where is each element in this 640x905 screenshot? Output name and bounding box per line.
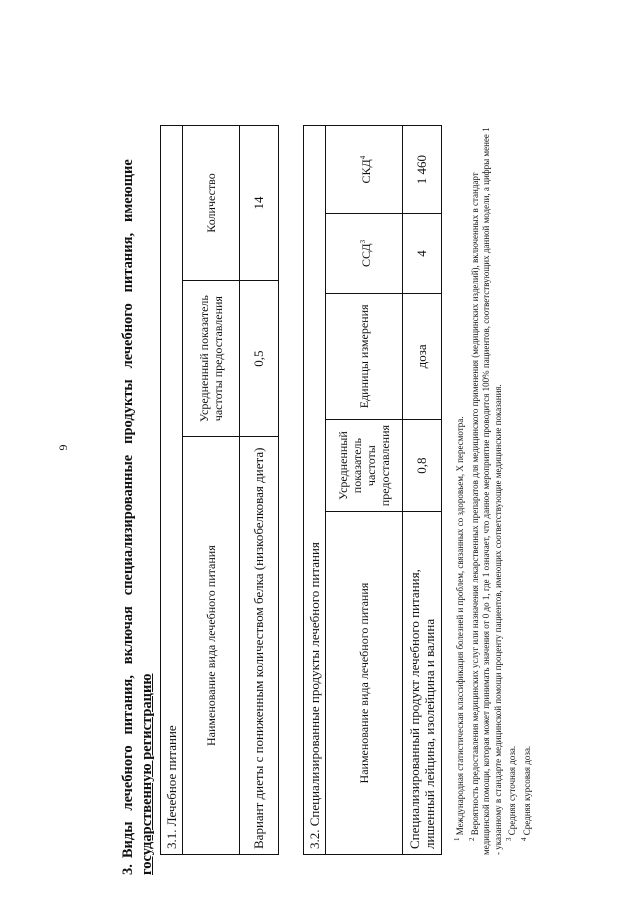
header-unit: Единицы измерения — [326, 293, 403, 419]
footnote: $^4$ Средняя курсовая доза. — [519, 745, 532, 841]
cell-ssd: 4 — [403, 214, 442, 293]
diet-table — [160, 125, 279, 855]
header-frequency: Усредненный показатель частоты предоставления — [326, 419, 403, 511]
section-title-line1: Виды лечебного питания, включая специализированные продукты лечебного питания, имеющие — [120, 159, 136, 859]
cell-frequency: 0,8 — [403, 419, 442, 511]
table-section-label: 3.1. Лечебное питание — [161, 126, 183, 855]
header-ssd: ССД$^3$ — [326, 214, 403, 293]
cell-skd: 1 460 — [403, 126, 442, 214]
footnote: $^2$ Вероятность предоставления медицинских услуг или назначения лекарственных препаратов для медицинского применения (медицинских изделий), включенных в стандарт медицинской помощи, которая может принимать значения от 0 до 1, где 1 означает, что данное мероприятие проводится 100% пациентов, соответствующих данной модели, а цифры менее 1 - указанному в стандарте медицинской помощи проценту пациентов, имеющих соответствующие медицинские показания. — [467, 127, 503, 855]
footnote: $^3$ Средняя суточная доза. — [505, 745, 517, 841]
specialized-products-table — [303, 125, 442, 855]
section-heading — [120, 35, 137, 875]
table-row — [403, 126, 442, 855]
table-header-row — [183, 126, 240, 855]
cell-unit: доза — [403, 293, 442, 419]
table-header-row — [326, 126, 403, 855]
cell-name: Вариант диеты с пониженным количеством белка (низкобелковая диета) — [240, 437, 279, 855]
table-section-row — [304, 126, 326, 855]
header-quantity: Количество — [183, 126, 240, 281]
cell-frequency: 0,5 — [240, 280, 279, 436]
table-row — [240, 126, 279, 855]
cell-name: Специализированный продукт лечебного питания, лишенный лейцина, изолейцина и валина — [403, 512, 442, 855]
header-name: Наименование вида лечебного питания — [326, 512, 403, 855]
cell-quantity: 14 — [240, 126, 279, 281]
footnote: $^1$ Международная статистическая классификация болезней и проблем, связанных со здоровьем, X пересмотра. — [453, 416, 465, 841]
header-skd: СКД$^4$ — [326, 126, 403, 214]
header-frequency: Усредненный показатель частоты предоставления — [183, 280, 240, 436]
table-section-label: 3.2. Специализированные продукты лечебного питания — [304, 126, 326, 855]
page-number: 6 — [56, 444, 71, 451]
table-section-row — [161, 126, 183, 855]
footnotes — [452, 125, 533, 855]
rotated-document-content — [120, 35, 540, 875]
header-name: Наименование вида лечебного питания — [183, 437, 240, 855]
section-title-line2: государственную регистрацию — [139, 673, 155, 875]
section-number: 3. — [120, 864, 136, 875]
